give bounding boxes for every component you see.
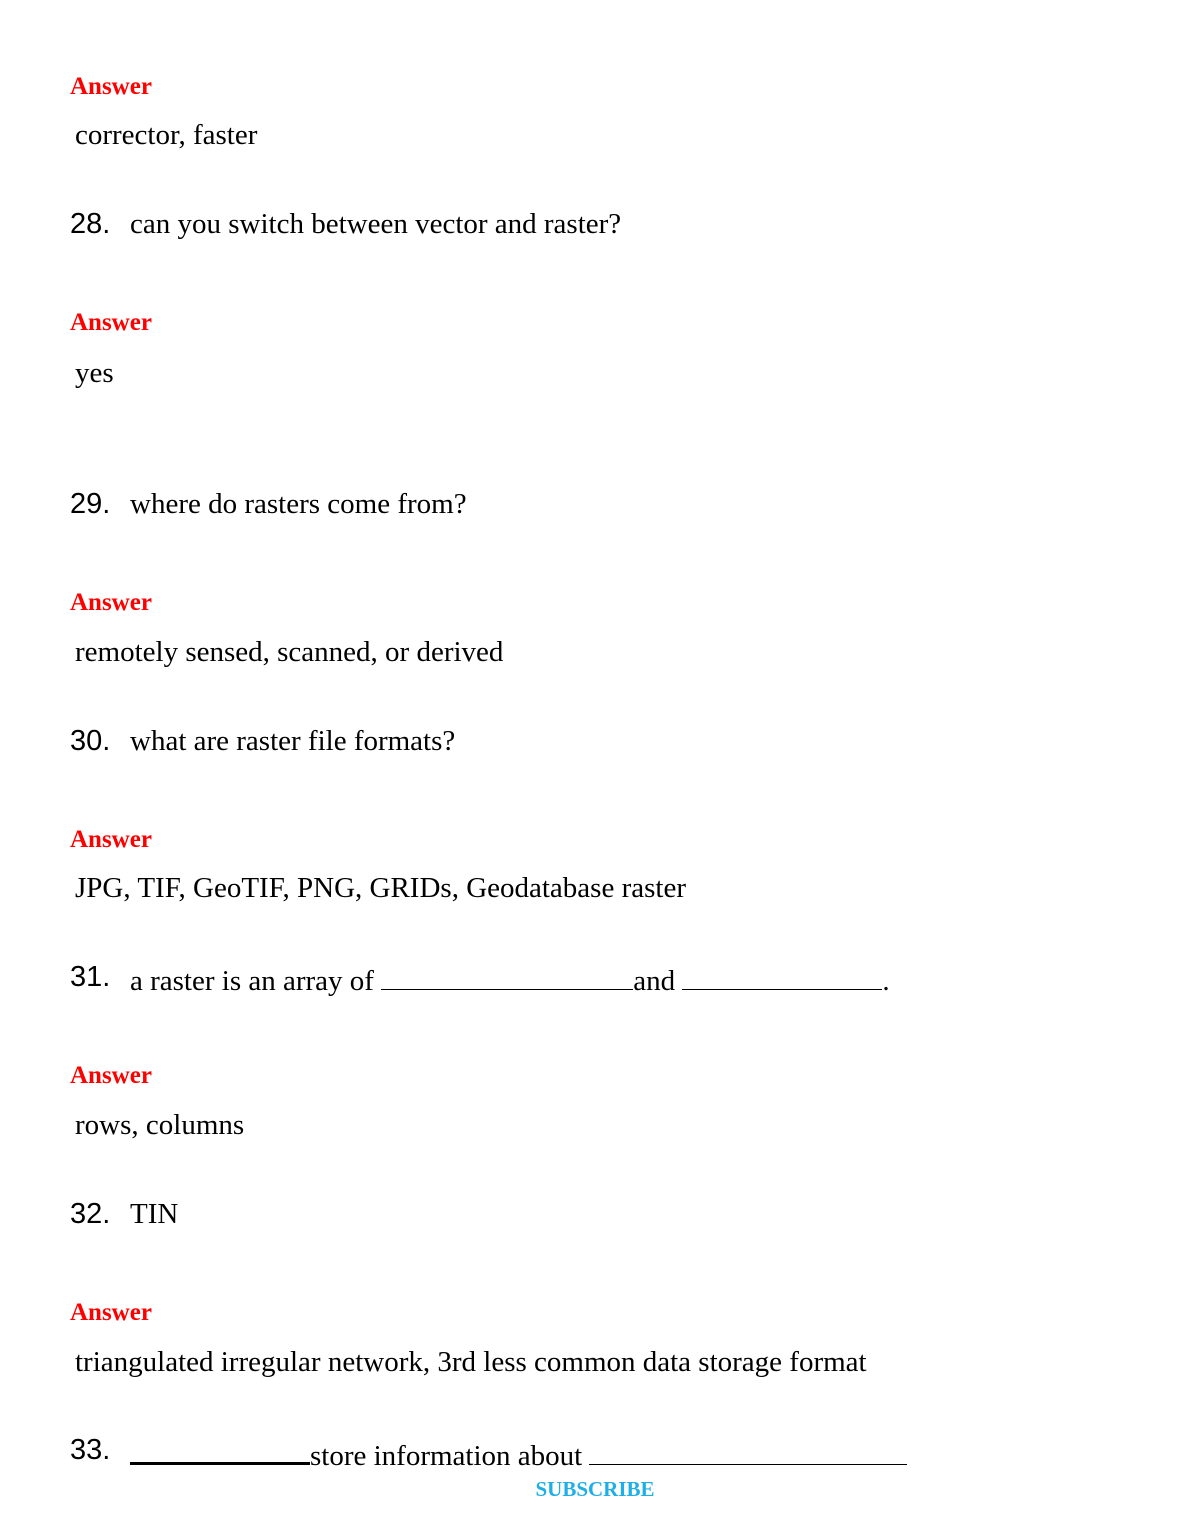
question-text: where do rasters come from? xyxy=(130,488,467,520)
answer-text: triangulated irregular network, 3rd less common data storage format xyxy=(75,1346,867,1378)
fill-in-blank xyxy=(381,963,633,990)
answer-label: Answer xyxy=(70,73,152,100)
question-number: 28. xyxy=(70,208,111,240)
answer-text: JPG, TIF, GeoTIF, PNG, GRIDs, Geodatabase raster xyxy=(75,872,686,904)
question-number: 32. xyxy=(70,1198,111,1230)
question-number: 29. xyxy=(70,488,111,520)
answer-text: yes xyxy=(75,357,114,389)
question-text: can you switch between vector and raster? xyxy=(130,208,622,240)
answer-label: Answer xyxy=(70,589,152,616)
question-number: 31. xyxy=(70,961,111,993)
answer-text: rows, columns xyxy=(75,1109,245,1141)
question-text-middle: store information about xyxy=(310,1440,590,1472)
question-text-after: . xyxy=(882,965,890,997)
question-text: what are raster file formats? xyxy=(130,725,456,757)
answer-label: Answer xyxy=(70,1062,152,1089)
answer-label: Answer xyxy=(70,826,152,853)
answer-label: Answer xyxy=(70,1299,152,1326)
question-number: 30. xyxy=(70,725,111,757)
question-text xyxy=(130,963,890,996)
question-number: 33. xyxy=(70,1434,111,1466)
subscribe-link[interactable]: SUBSCRIBE xyxy=(535,1477,655,1501)
question-text-middle: and xyxy=(633,965,683,997)
fill-in-blank xyxy=(589,1438,907,1465)
question-text-before: a raster is an array of xyxy=(130,965,382,997)
answer-text: corrector, faster xyxy=(75,119,258,151)
answer-label: Answer xyxy=(70,309,152,336)
answer-text: remotely sensed, scanned, or derived xyxy=(75,636,504,668)
question-text: TIN xyxy=(130,1198,179,1230)
fill-in-blank xyxy=(130,1436,310,1465)
fill-in-blank xyxy=(682,963,882,990)
question-text xyxy=(130,1436,907,1471)
